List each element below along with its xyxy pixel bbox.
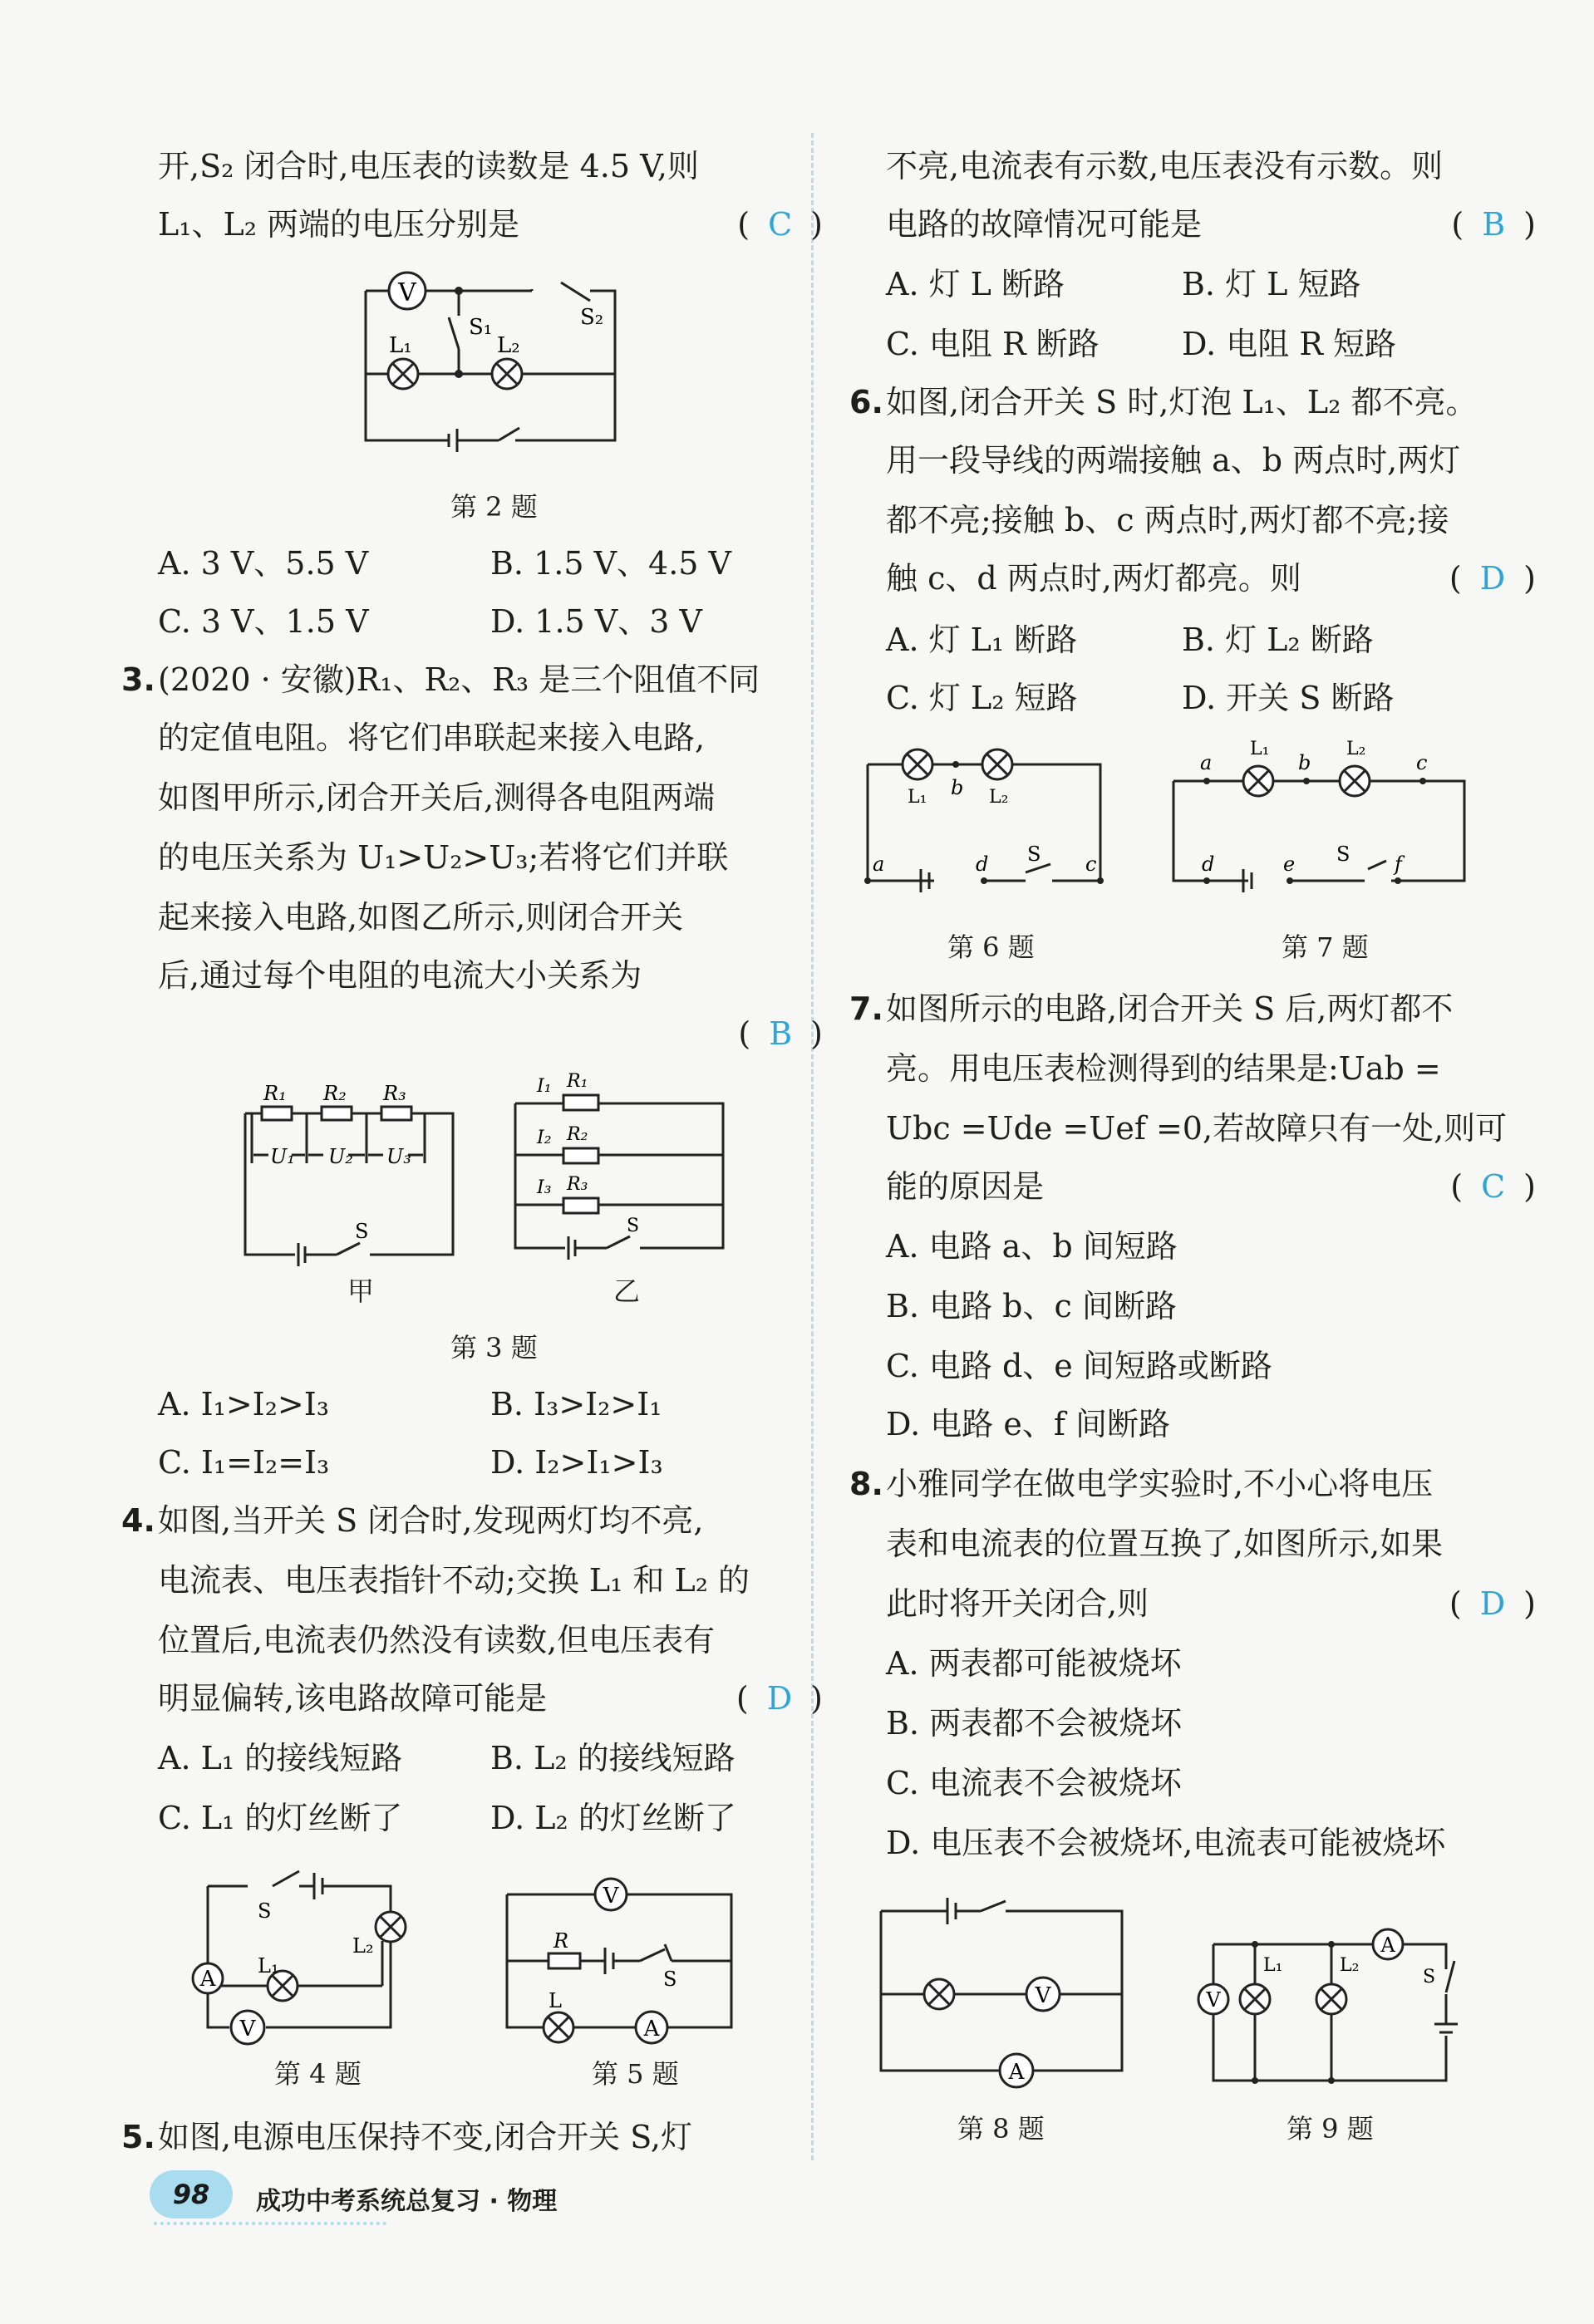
q4-a-label: A [199,1967,216,1992]
q3-line-6: 后,通过每个电阻的电流大小关系为 [158,957,642,994]
q9-l2-label: L₂ [1340,1955,1360,1976]
book-title: 成功中考系统总复习 · 物理 [256,2187,558,2216]
q7-option-a: A. 电路 a、b 间短路 [886,1228,1178,1265]
q7-lamp-l2-icon [1340,766,1370,796]
q5-ammeter-icon [636,2012,667,2043]
q2-l2-label: L₂ [497,333,520,358]
q5-answer-bracket: ( B ) [1451,206,1536,243]
q3-answer: B [769,1015,793,1052]
q9-a-label: A [1380,1933,1395,1957]
q8-option-d: D. 电压表不会被烧坏,电流表可能被烧坏 [886,1825,1446,1861]
q7-answer-bracket: ( C ) [1450,1168,1536,1205]
q3-r1-label: R₁ [263,1082,287,1105]
q7-s-label: S [1336,843,1350,866]
q3-sub-caption-a: 甲 [347,1275,375,1307]
q4-line-4: 明显偏转,该电路故障可能是 [158,1680,548,1717]
q7-line-4: 能的原因是 [886,1168,1045,1205]
q3-par-r3-label: R₃ [567,1174,588,1195]
q5-number: 5. [121,2119,155,2155]
q8-line-2: 表和电流表的位置互换了,如图所示,如果 [886,1526,1444,1562]
q7-l1-label: L₁ [1250,739,1270,759]
q7-c-label: c [1416,751,1428,774]
q3-answer-bracket: ( B ) [738,1015,823,1052]
q6-c-label: c [1085,852,1097,876]
q4-v-label: V [239,2017,256,2041]
q9-l1-label: L₁ [1263,1955,1283,1976]
q8-voltmeter-icon [1026,1978,1060,2011]
q2-option-b: B. 1.5 V、4.5 V [490,545,731,582]
q4-line-1: 如图,当开关 S 闭合时,发现两灯均不亮, [158,1502,704,1539]
q2-lamp-l1-icon [388,359,418,389]
q7-answer: C [1481,1168,1506,1205]
q6-answer-bracket: ( D ) [1449,560,1536,597]
q6-option-d: D. 开关 S 断路 [1182,680,1395,716]
q3-number: 3. [121,661,155,698]
q8-option-b: B. 两表都不会被烧坏 [886,1705,1183,1742]
q9-lamp-l2-icon [1316,1984,1346,2014]
q7-circuit-figure [1173,739,1473,897]
q2-s1-label: S₁ [469,315,493,340]
q5-answer: B [1482,206,1506,243]
q2-option-c: C. 3 V、1.5 V [158,603,369,640]
q6-option-b: B. 灯 L₂ 断路 [1182,622,1374,658]
q7-a-label: a [1200,751,1213,774]
q2-s2-label: S₂ [580,305,604,330]
q3-i3-label: I₃ [537,1177,552,1198]
q6-answer: D [1479,560,1506,597]
q7-lamp-l1-icon [1243,766,1273,796]
q3-option-b: B. I₃>I₂>I₁ [490,1386,662,1422]
q7-d-label: d [1202,852,1215,876]
q3-i2-label: I₂ [537,1128,552,1148]
q3-par-r2-label: R₂ [567,1124,588,1145]
q3-r3-icon [381,1107,411,1120]
q4-line-3: 位置后,电流表仍然没有读数,但电压表有 [158,1622,716,1658]
q8-line-1: 小雅同学在做电学实验时,不小心将电压 [886,1466,1434,1502]
column-divider [811,133,814,2160]
q6-line-3: 都不亮;接触 b、c 两点时,两灯都不亮;接 [886,502,1449,538]
q7-e-label: e [1283,852,1296,876]
q2-answer-bracket: ( C ) [737,206,823,243]
q5-option-c: C. 电阻 R 断路 [886,326,1100,362]
q7-line-3: Ubc =Ude =Uef =0,若故障只有一处,则可 [886,1110,1508,1147]
q4-option-d: D. L₂ 的灯丝断了 [490,1800,736,1836]
q2-answer: C [768,206,793,243]
q8-a-label: A [1008,2060,1025,2085]
q9-lamp-l1-icon [1240,1984,1270,2014]
q5-figure-caption: 第 5 题 [592,2058,679,2090]
q3-u3-label: U₃ [386,1145,411,1168]
q6-d-label: d [976,852,989,876]
q5-option-d: D. 电阻 R 短路 [1182,326,1397,362]
q3-line-1: (2020 · 安徽)R₁、R₂、R₃ 是三个阻值不同 [158,661,760,698]
q7-number: 7. [849,990,883,1027]
q3-line-3: 如图甲所示,闭合开关后,测得各电阻两端 [158,779,716,816]
q6-circuit-figure [868,739,1117,897]
q3-u1-label: U₁ [270,1145,295,1168]
q4-number: 4. [121,1502,155,1539]
q5-line-3: 电路的故障情况可能是 [886,206,1203,243]
q5-v-label: V [603,1884,619,1909]
q2-option-a: A. 3 V、5.5 V [158,545,369,582]
q6-option-a: A. 灯 L₁ 断路 [886,622,1078,658]
q8-option-a: A. 两表都可能被烧坏 [886,1645,1182,1682]
q9-circuit-figure [1197,1911,1471,2094]
q5-r-label: R [553,1929,569,1953]
q7-l2-label: L₂ [1346,739,1366,759]
q3-par-r3-icon [563,1198,598,1213]
q6-line-2: 用一段导线的两端接触 a、b 两点时,两灯 [886,442,1461,479]
q6-b-label: b [951,776,964,799]
q3-line-2: 的定值电阻。将它们串联起来接入电路, [158,720,706,756]
q4-option-a: A. L₁ 的接线短路 [158,1740,403,1776]
q3-sub-caption-b: 乙 [613,1275,641,1307]
q7-option-b: B. 电路 b、c 间断路 [886,1288,1177,1324]
q5-circuit-figure [507,1861,756,2052]
q5-resistor-icon [549,1953,580,1968]
q8-line-3: 此时将开关闭合,则 [886,1585,1149,1622]
q7-b-label: b [1298,751,1311,774]
page-number: 98 [150,2170,233,2218]
q6-figure-caption: 第 6 题 [947,931,1035,963]
q3-i1-label: I₁ [537,1076,552,1097]
q3-par-r2-icon [563,1148,598,1163]
q3-r1-icon [262,1107,292,1120]
q3-r2-icon [322,1107,352,1120]
q5-a-label: A [643,2017,660,2041]
q8-number: 8. [849,1466,883,1502]
q4-option-c: C. L₁ 的灯丝断了 [158,1800,403,1836]
q4-l1-label: L₁ [258,1954,279,1978]
q7-option-c: C. 电路 d、e 间短路或断路 [886,1348,1272,1384]
q7-f-label: f [1395,852,1402,876]
q2-circuit-figure [366,266,640,465]
q2-lamp-l2-icon [492,359,522,389]
q6-line-1: 如图,闭合开关 S 时,灯泡 L₁、L₂ 都不亮。 [886,384,1478,420]
q6-lamp-l2-icon [982,749,1012,779]
q3-series-circuit-figure [245,1080,470,1271]
q3-s-label-b: S [627,1216,640,1236]
q5-s-label: S [663,1968,677,1991]
q3-figure-caption: 第 3 题 [450,1332,538,1363]
q4-ammeter-icon [193,1963,223,1993]
q3-line-5: 起来接入电路,如图乙所示,则闭合开关 [158,899,684,936]
q8-v-label: V [1035,1983,1051,2008]
q3-par-r1-label: R₁ [567,1071,588,1092]
q6-lamp-l1-icon [903,749,932,779]
q3-option-c: C. I₁=I₂=I₃ [158,1444,330,1481]
q5-line-2: 不亮,电流表有示数,电压表没有示数。则 [886,148,1444,184]
q8-lamp-icon [924,1979,954,2009]
q8-option-c: C. 电流表不会被烧坏 [886,1765,1182,1801]
q8-figure-caption: 第 8 题 [957,2113,1045,2145]
q4-s-label: S [258,1899,272,1923]
q5-option-a: A. 灯 L 断路 [886,266,1065,302]
q3-option-a: A. I₁>I₂>I₃ [158,1386,330,1422]
q6-number: 6. [849,384,883,420]
q4-line-2: 电流表、电压表指针不动;交换 L₁ 和 L₂ 的 [158,1562,750,1599]
q9-v-label: V [1206,1988,1221,2012]
q7-figure-caption: 第 7 题 [1282,931,1369,963]
q3-s-label-a: S [355,1220,369,1243]
q6-line-4: 触 c、d 两点时,两灯都亮。则 [886,560,1301,597]
q8-circuit-figure [881,1894,1139,2086]
q7-line-1: 如图所示的电路,闭合开关 S 后,两灯都不 [886,990,1454,1027]
q3-parallel-circuit-figure [515,1072,740,1271]
q8-answer-bracket: ( D ) [1449,1585,1536,1622]
q3-r3-label: R₃ [383,1082,406,1105]
q4-option-b: B. L₂ 的接线短路 [490,1740,736,1776]
q4-l2-label: L₂ [352,1934,374,1958]
q3-option-d: D. I₂>I₁>I₃ [490,1444,663,1481]
q4-answer-bracket: ( D ) [736,1680,823,1717]
q4-circuit-figure [175,1861,424,2052]
q5-line-1: 如图,电源电压保持不变,闭合开关 S,灯 [158,2119,692,2155]
q9-s-label: S [1423,1967,1436,1987]
q2-line-1: 开,S₂ 闭合时,电压表的读数是 4.5 V,则 [158,148,699,184]
q2-v-label: V [398,278,416,307]
q2-option-d: D. 1.5 V、3 V [490,603,702,640]
q6-a-label: a [873,852,885,876]
q9-voltmeter-icon [1198,1984,1228,2014]
q5-lamp-icon [544,2012,573,2042]
q2-l1-label: L₁ [389,333,412,358]
q2-line-2: L₁、L₂ 两端的电压分别是 [158,206,520,243]
q2-figure-caption: 第 2 题 [450,491,538,523]
q5-option-b: B. 灯 L 短路 [1182,266,1361,302]
q3-u2-label: U₂ [328,1145,353,1168]
q5-voltmeter-icon [595,1879,627,1910]
q4-figure-caption: 第 4 题 [274,2058,362,2090]
q4-answer: D [766,1680,793,1717]
q5-l-label: L [549,1989,562,2012]
q6-l2-label: L₂ [989,787,1009,808]
footer-dots [154,2222,386,2225]
q8-ammeter-icon [1000,2054,1033,2087]
q3-r2-label: R₂ [323,1082,347,1105]
q8-answer: D [1479,1585,1506,1622]
q7-line-2: 亮。用电压表检测得到的结果是:Uab = [886,1050,1441,1087]
q3-par-r1-icon [563,1095,598,1110]
q7-option-d: D. 电路 e、f 间断路 [886,1406,1170,1442]
q6-s-label: S [1027,843,1041,866]
q9-figure-caption: 第 9 题 [1287,2113,1374,2145]
q4-voltmeter-icon [231,2011,264,2044]
q4-lamp-l2-icon [376,1912,406,1942]
q6-l1-label: L₁ [908,787,927,808]
q2-voltmeter-icon [389,273,426,309]
q6-option-c: C. 灯 L₂ 短路 [886,680,1078,716]
q3-line-4: 的电压关系为 U₁>U₂>U₃;若将它们并联 [158,839,729,876]
q9-ammeter-icon [1373,1929,1403,1959]
